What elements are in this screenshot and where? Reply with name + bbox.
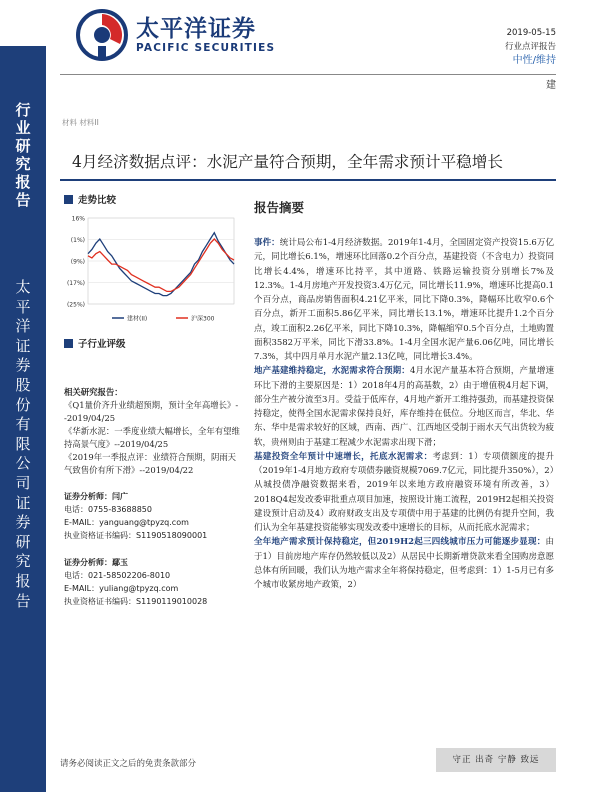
y-tick-label: (25%) bbox=[66, 301, 85, 309]
report-meta bbox=[505, 26, 556, 68]
disclaimer-note: 请务必阅读正文之后的免责条款部分 bbox=[60, 759, 197, 769]
related-item[interactable]: 《Q1量价齐升业绩超预期，预计全年高增长》--2019/04/25 bbox=[64, 400, 239, 423]
summary-paragraph: 基建投资全年预计中速增长，托底水泥需求：考虑到：1）专项债额度的提升（2019年1-4月地方政府专项债券融资规模7069.7亿元，同比提升350%），2）从城投债净融资数据来看，2019年以来地方政府融资环境有所改善，3）2018Q4起发改委审批重点项目加速，按照设计施工流程，2019H2起相关投资建设预计启动及4）政府财政支出及专项债中用于基建的比例仍有提升空间，我们认为全年基建投资能够实现发改委中速增长的目标，从而托底水泥需求； bbox=[254, 451, 554, 533]
section-marker-icon bbox=[64, 195, 73, 204]
analyst-name: 证券分析师：鄢玉 bbox=[64, 558, 128, 567]
page-title: 4月经济数据点评：水泥产量符合预期，全年需求预计平稳增长 bbox=[72, 153, 503, 171]
header-divider bbox=[60, 74, 556, 75]
legend-label: 沪深300 bbox=[191, 315, 215, 323]
trend-chart bbox=[62, 208, 238, 328]
legend-label: 建材(II) bbox=[127, 315, 148, 323]
analyst-phone: 电话：0755-83688850 bbox=[64, 505, 152, 514]
breadcrumb: 材料 材料II bbox=[62, 118, 99, 127]
y-tick-label: (1%) bbox=[70, 237, 85, 244]
related-reports bbox=[64, 386, 242, 477]
summary-paragraph: 全年地产需求预计保持稳定，但2019H2起三四线城市压力可能逐步显现：由于1）目前房地产库存仍然较低以及2）从居民中长期新增贷款来看全国购房意愿总体有所回暖，我们认为地产需求全年将保持稳定，但考虑到：1）1-5月已有多个城市收紧房地产政策，2） bbox=[254, 537, 554, 590]
y-tick-label: (9%) bbox=[70, 258, 85, 266]
title-divider bbox=[60, 179, 556, 181]
sidebar-band bbox=[0, 46, 46, 792]
summary-paragraph: 地产基建维持稳定，水泥需求符合预期：4月水泥产量基本符合预期，产量增速环比下滑的主要原因是：1）2018年4月的高基数，2）由于增值税4月起下调，部分生产被分流至3月。受益于低库存，4月地产新开工维持强劲，而基建投资保持稳定，使得全国水泥需求保持良好，库存维持在低位。分地区而言，华北、华东、华中是需求较好的区域，西南、西广、江西地区受制于雨水天气出货较为疲软，贵州则由于基建工程减少水泥需求出现下滑； bbox=[254, 366, 554, 448]
analyst-license: 执业资格证书编码：S1190518090001 bbox=[64, 531, 208, 540]
sub-rating-section-title: 子行业评级 bbox=[64, 336, 126, 350]
analyst-phone: 电话：021-58502206-8010 bbox=[64, 571, 171, 580]
analyst-name: 证券分析师：闫广 bbox=[64, 492, 128, 501]
analyst-email[interactable]: E-MAIL：yanguang@tpyzq.com bbox=[64, 518, 189, 527]
section-marker-icon bbox=[64, 339, 73, 348]
report-type: 行业点评报告 bbox=[504, 42, 556, 52]
summary-paragraph: 事件：统计局公布1-4月经济数据。2019年1-4月，全国固定资产投资15.6万亿元，同比增长6.1%，增速环比回落0.2个百分点，基建投资（不含电力）投资同比增长4.4%，增速环比持平，其中道路、铁路运输投资分别增长7%及12.3%。1-4月房地产开发投资3.4万亿元，同比增长11.9%，增速环比提高0.1个百分点，商品房销售面积4.21亿平米，同比下降0.3%，降幅环比收窄0.6个百分点，新开工面积5.86亿平米，同比增长13.1%，增速环比提升1.2个百分点，竣工面积2.26亿平米，同比下降10.3%，降幅缩窄0.5个百分点，土地购置面积3582万平米，同比下滑33.8%。1-4月全国水泥产量6.06亿吨，同比增长7.3%，其中四月单月水泥产量2.13亿吨，同比增长3.4%。 bbox=[254, 238, 554, 362]
related-item[interactable]: 《2019年一季报点评：业绩符合预期，阴雨天气致售价有所下滑》--2019/04/22 bbox=[64, 452, 237, 475]
y-tick-label: (17%) bbox=[66, 280, 85, 287]
company-motto: 守正 出奇 宁静 致远 bbox=[436, 748, 556, 772]
trend-section-title: 走势比较 bbox=[64, 192, 116, 206]
report-category-vertical: 行业研究报告 bbox=[15, 101, 31, 209]
report-date: 2019-05-15 bbox=[506, 28, 556, 38]
industry-label: 建 bbox=[546, 80, 556, 91]
analyst-email[interactable]: E-MAIL：yuliang@tpyzq.com bbox=[64, 584, 179, 593]
pacific-logo-icon bbox=[74, 6, 130, 64]
related-heading: 相关研究报告： bbox=[64, 387, 123, 397]
summary-title: 报告摘要 bbox=[254, 200, 305, 215]
related-item[interactable]: 《华新水泥：一季度业绩大幅增长，全年有望维持高景气度》--2019/04/25 bbox=[64, 426, 240, 449]
analyst-license: 执业资格证书编码：S1190119010028 bbox=[64, 597, 208, 606]
company-vertical-label: 太平洋证券股份有限公司证券研究报告 bbox=[15, 278, 31, 610]
analyst-card bbox=[64, 490, 242, 542]
rating-label: 中性/维持 bbox=[512, 55, 556, 66]
company-logo bbox=[74, 6, 354, 66]
logo-name-cn: 太平洋证券 bbox=[136, 16, 256, 42]
analyst-card bbox=[64, 556, 242, 608]
y-tick-label: 16% bbox=[71, 215, 85, 223]
logo-name-en: PACIFIC SECURITIES bbox=[136, 42, 276, 54]
summary-body bbox=[254, 236, 554, 592]
series-line bbox=[88, 239, 234, 291]
